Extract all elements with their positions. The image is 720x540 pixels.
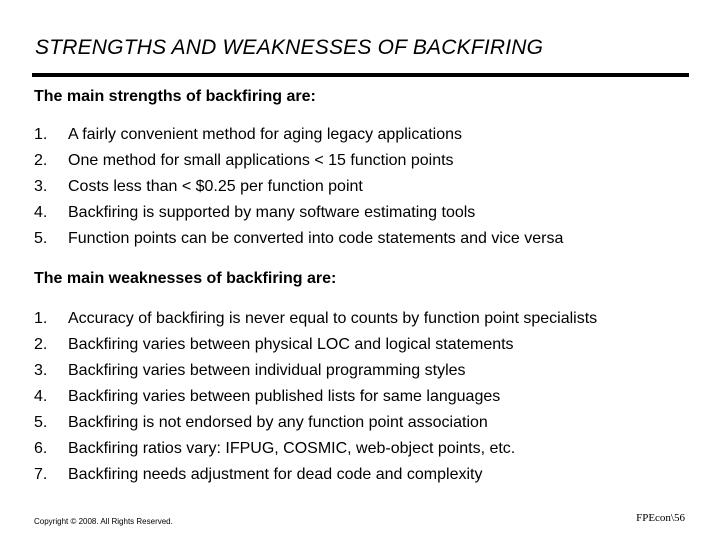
list-item [34,464,597,490]
item-text: One method for small applications < 15 function points [68,152,454,169]
item-number: 1. [34,310,48,327]
item-text: Backfiring is not endorsed by any function point association [68,414,488,431]
item-text: A fairly convenient method for aging legacy applications [68,126,463,143]
item-number: 3. [34,178,48,195]
item-text: Accuracy of backfiring is never equal to counts by function point specialists [68,310,598,327]
list-item [34,308,597,334]
list-item [34,360,597,386]
item-text: Backfiring varies between published lists for same languages [68,388,501,405]
item-text: Backfiring ratios vary: IFPUG, COSMIC, web-object points, etc. [68,440,516,457]
item-number: 3. [34,362,48,379]
list-item [34,124,563,150]
weaknesses-heading: The main weaknesses of backfiring are: [34,270,337,287]
item-number: 2. [34,152,48,169]
list-item [34,438,597,464]
list-item [34,228,563,254]
list-item [34,150,563,176]
copyright-notice: Copyright © 2008. All Rights Reserved. [34,517,173,526]
item-number: 1. [34,126,48,143]
title-divider [32,73,689,77]
item-text: Backfiring is supported by many software estimating tools [68,204,476,221]
slide-reference: FPEcon\56 [636,512,685,524]
slide-title: STRENGTHS AND WEAKNESSES OF BACKFIRING [35,36,544,59]
item-text: Costs less than < $0.25 per function point [68,178,363,195]
item-number: 6. [34,440,48,457]
strengths-list [34,124,563,254]
item-text: Function points can be converted into code statements and vice versa [68,230,564,247]
weaknesses-list [34,308,597,490]
item-text: Backfiring needs adjustment for dead code and complexity [68,466,483,483]
list-item [34,412,597,438]
item-number: 5. [34,230,48,247]
item-number: 7. [34,466,48,483]
item-number: 2. [34,336,48,353]
list-item [34,202,563,228]
item-text: Backfiring varies between individual programming styles [68,362,466,379]
list-item [34,334,597,360]
item-number: 5. [34,414,48,431]
list-item [34,386,597,412]
strengths-heading: The main strengths of backfiring are: [34,88,316,105]
list-item [34,176,563,202]
item-number: 4. [34,204,48,221]
item-text: Backfiring varies between physical LOC and logical statements [68,336,514,353]
item-number: 4. [34,388,48,405]
